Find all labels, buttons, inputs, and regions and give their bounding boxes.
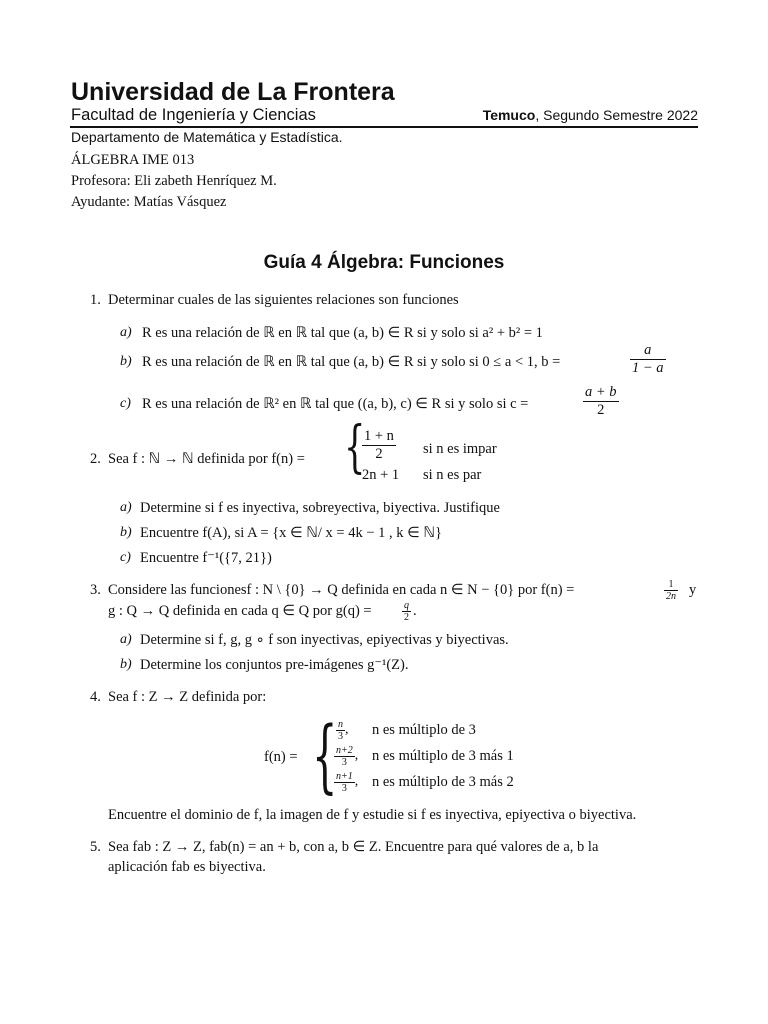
fraction-denominator: 2 — [597, 402, 605, 418]
fraction-numerator: q — [404, 600, 409, 611]
fraction-numerator: n — [338, 719, 343, 730]
problem-4-case2-condition: n es múltiplo de 3 más 1 — [372, 748, 514, 764]
problem-2c-label: c) — [120, 550, 131, 565]
fraction-denominator: 2 — [404, 612, 409, 623]
problem-2c-text: Encuentre f⁻¹({7, 21}) — [140, 550, 272, 566]
problem-4-lhs: f(n) = — [264, 749, 298, 765]
problem-5-line1: Sea fab : Z → Z, fab(n) = an + b, con a, b ∈ Z. Encuentre para qué valores de a, b la — [108, 839, 599, 855]
problem-1c-text: R es una relación de ℝ² en ℝ tal que ((a, b), c) ∈ R si y solo si c = — [142, 396, 529, 412]
left-brace-icon: { — [312, 709, 338, 802]
page-title: Guía 4 Álgebra: Funciones — [263, 252, 505, 273]
left-brace-icon: { — [344, 415, 366, 480]
fraction-denominator: 3 — [341, 757, 347, 768]
problem-3b-text: Determine los conjuntos pre-imágenes g⁻¹(Z). — [140, 657, 409, 673]
problem-3-f-fraction — [664, 579, 678, 602]
fraction-numerator: n+1 — [336, 771, 353, 782]
problem-3-line1: Considere las funcionesf : N \ {0} → Q definida en cada n ∈ N − {0} por f(n) = — [108, 582, 575, 598]
problem-1b-text: R es una relación de ℝ en ℝ tal que (a, b) ∈ R si y solo si 0 ≤ a < 1, b = — [142, 354, 561, 370]
problem-2-case1-condition: si n es impar — [423, 441, 497, 457]
faculty-name: Facultad de Ingeniería y Ciencias — [71, 106, 316, 124]
problem-3-line2-end: . — [413, 603, 417, 619]
fraction-denominator: 3 — [338, 731, 343, 742]
assistant: Ayudante: Matías Vásquez — [71, 194, 227, 210]
problem-1a-text: R es una relación de ℝ en ℝ tal que (a, b) ∈ R si y solo si a² + b² = 1 — [142, 325, 543, 341]
professor: Profesora: Eli zabeth Henríquez M. — [71, 173, 277, 189]
problem-3-line2: g : Q → Q definida en cada q ∈ Q por g(q) = — [108, 603, 372, 619]
problem-1-statement: Determinar cuales de las siguientes relaciones son funciones — [108, 292, 459, 308]
university-name: Universidad de La Frontera — [71, 78, 395, 106]
fraction-denominator: 1 − a — [632, 360, 664, 376]
problem-3-number: 3. — [90, 582, 101, 598]
location-semester — [483, 107, 698, 123]
problem-2a-text: Determine si f es inyectiva, sobreyectiva, biyectiva. Justifique — [140, 500, 500, 516]
problem-4-case1-condition: n es múltiplo de 3 — [372, 722, 476, 738]
department: Departamento de Matemática y Estadística. — [71, 129, 343, 145]
problem-2b-label: b) — [120, 525, 132, 540]
problem-4-closing: Encuentre el dominio de f, la imagen de f y estudie si f es inyectiva, epiyectiva o biyectiva. — [108, 807, 637, 823]
problem-2-case2-condition: si n es par — [423, 467, 482, 483]
header-rule — [70, 126, 698, 128]
problem-4-number: 4. — [90, 689, 101, 705]
fraction-denominator: 2 — [375, 446, 383, 462]
problem-3-line1-end: y — [689, 582, 697, 598]
problem-4-statement: Sea f : Z → Z definida por: — [108, 689, 267, 705]
semester: , Segundo Semestre 2022 — [535, 107, 698, 123]
problem-4-case3-fraction: $\frac{n+1}{3}$ , — [336, 771, 359, 794]
problem-4-case1-fraction: $\frac{n}{3}$ , — [338, 719, 349, 742]
fraction-denominator: 3 — [341, 783, 347, 794]
problem-2-number: 2. — [90, 451, 101, 467]
fraction-numerator: a — [630, 342, 666, 360]
problem-1c-fraction — [583, 384, 619, 419]
fraction-numerator: 1 + n — [364, 428, 394, 444]
problem-5-number: 5. — [90, 839, 101, 855]
fraction-numerator: n+2 — [336, 745, 353, 756]
fraction-numerator: a + b — [585, 384, 617, 400]
problem-1a-label: a) — [120, 325, 132, 340]
problem-1b-fraction — [630, 342, 666, 377]
problem-3-g-fraction — [402, 600, 411, 623]
problem-3a-label: a) — [120, 632, 132, 647]
problem-2a-label: a) — [120, 500, 132, 515]
problem-2-case1-fraction — [362, 428, 396, 463]
problem-4-case2-fraction: $\frac{n+2}{3}$ , — [336, 745, 359, 768]
course-code: ÁLGEBRA IME 013 — [71, 152, 195, 168]
problem-3a-text: Determine si f, g, g ∘ f son inyectivas, epiyectivas y biyectivas. — [140, 632, 509, 648]
fraction-denominator: 2n — [666, 591, 676, 602]
problem-3b-label: b) — [120, 657, 132, 672]
problem-4-case3-condition: n es múltiplo de 3 más 2 — [372, 774, 514, 790]
problem-1b-label: b) — [120, 354, 132, 369]
problem-5-line2: aplicación fab es biyectiva. — [108, 859, 266, 875]
city: Temuco — [482, 107, 536, 123]
fraction-numerator: 1 — [664, 579, 678, 591]
problem-2-case2-expression: 2n + 1 — [362, 467, 400, 483]
problem-1c-label: c) — [120, 396, 131, 411]
problem-2b-text: Encuentre f(A), si A = {x ∈ ℕ/ x = 4k − 1 , k ∈ ℕ} — [140, 525, 442, 541]
problem-1-number: 1. — [90, 292, 101, 308]
problem-2-statement: Sea f : ℕ → ℕ definida por f(n) = — [108, 451, 305, 467]
